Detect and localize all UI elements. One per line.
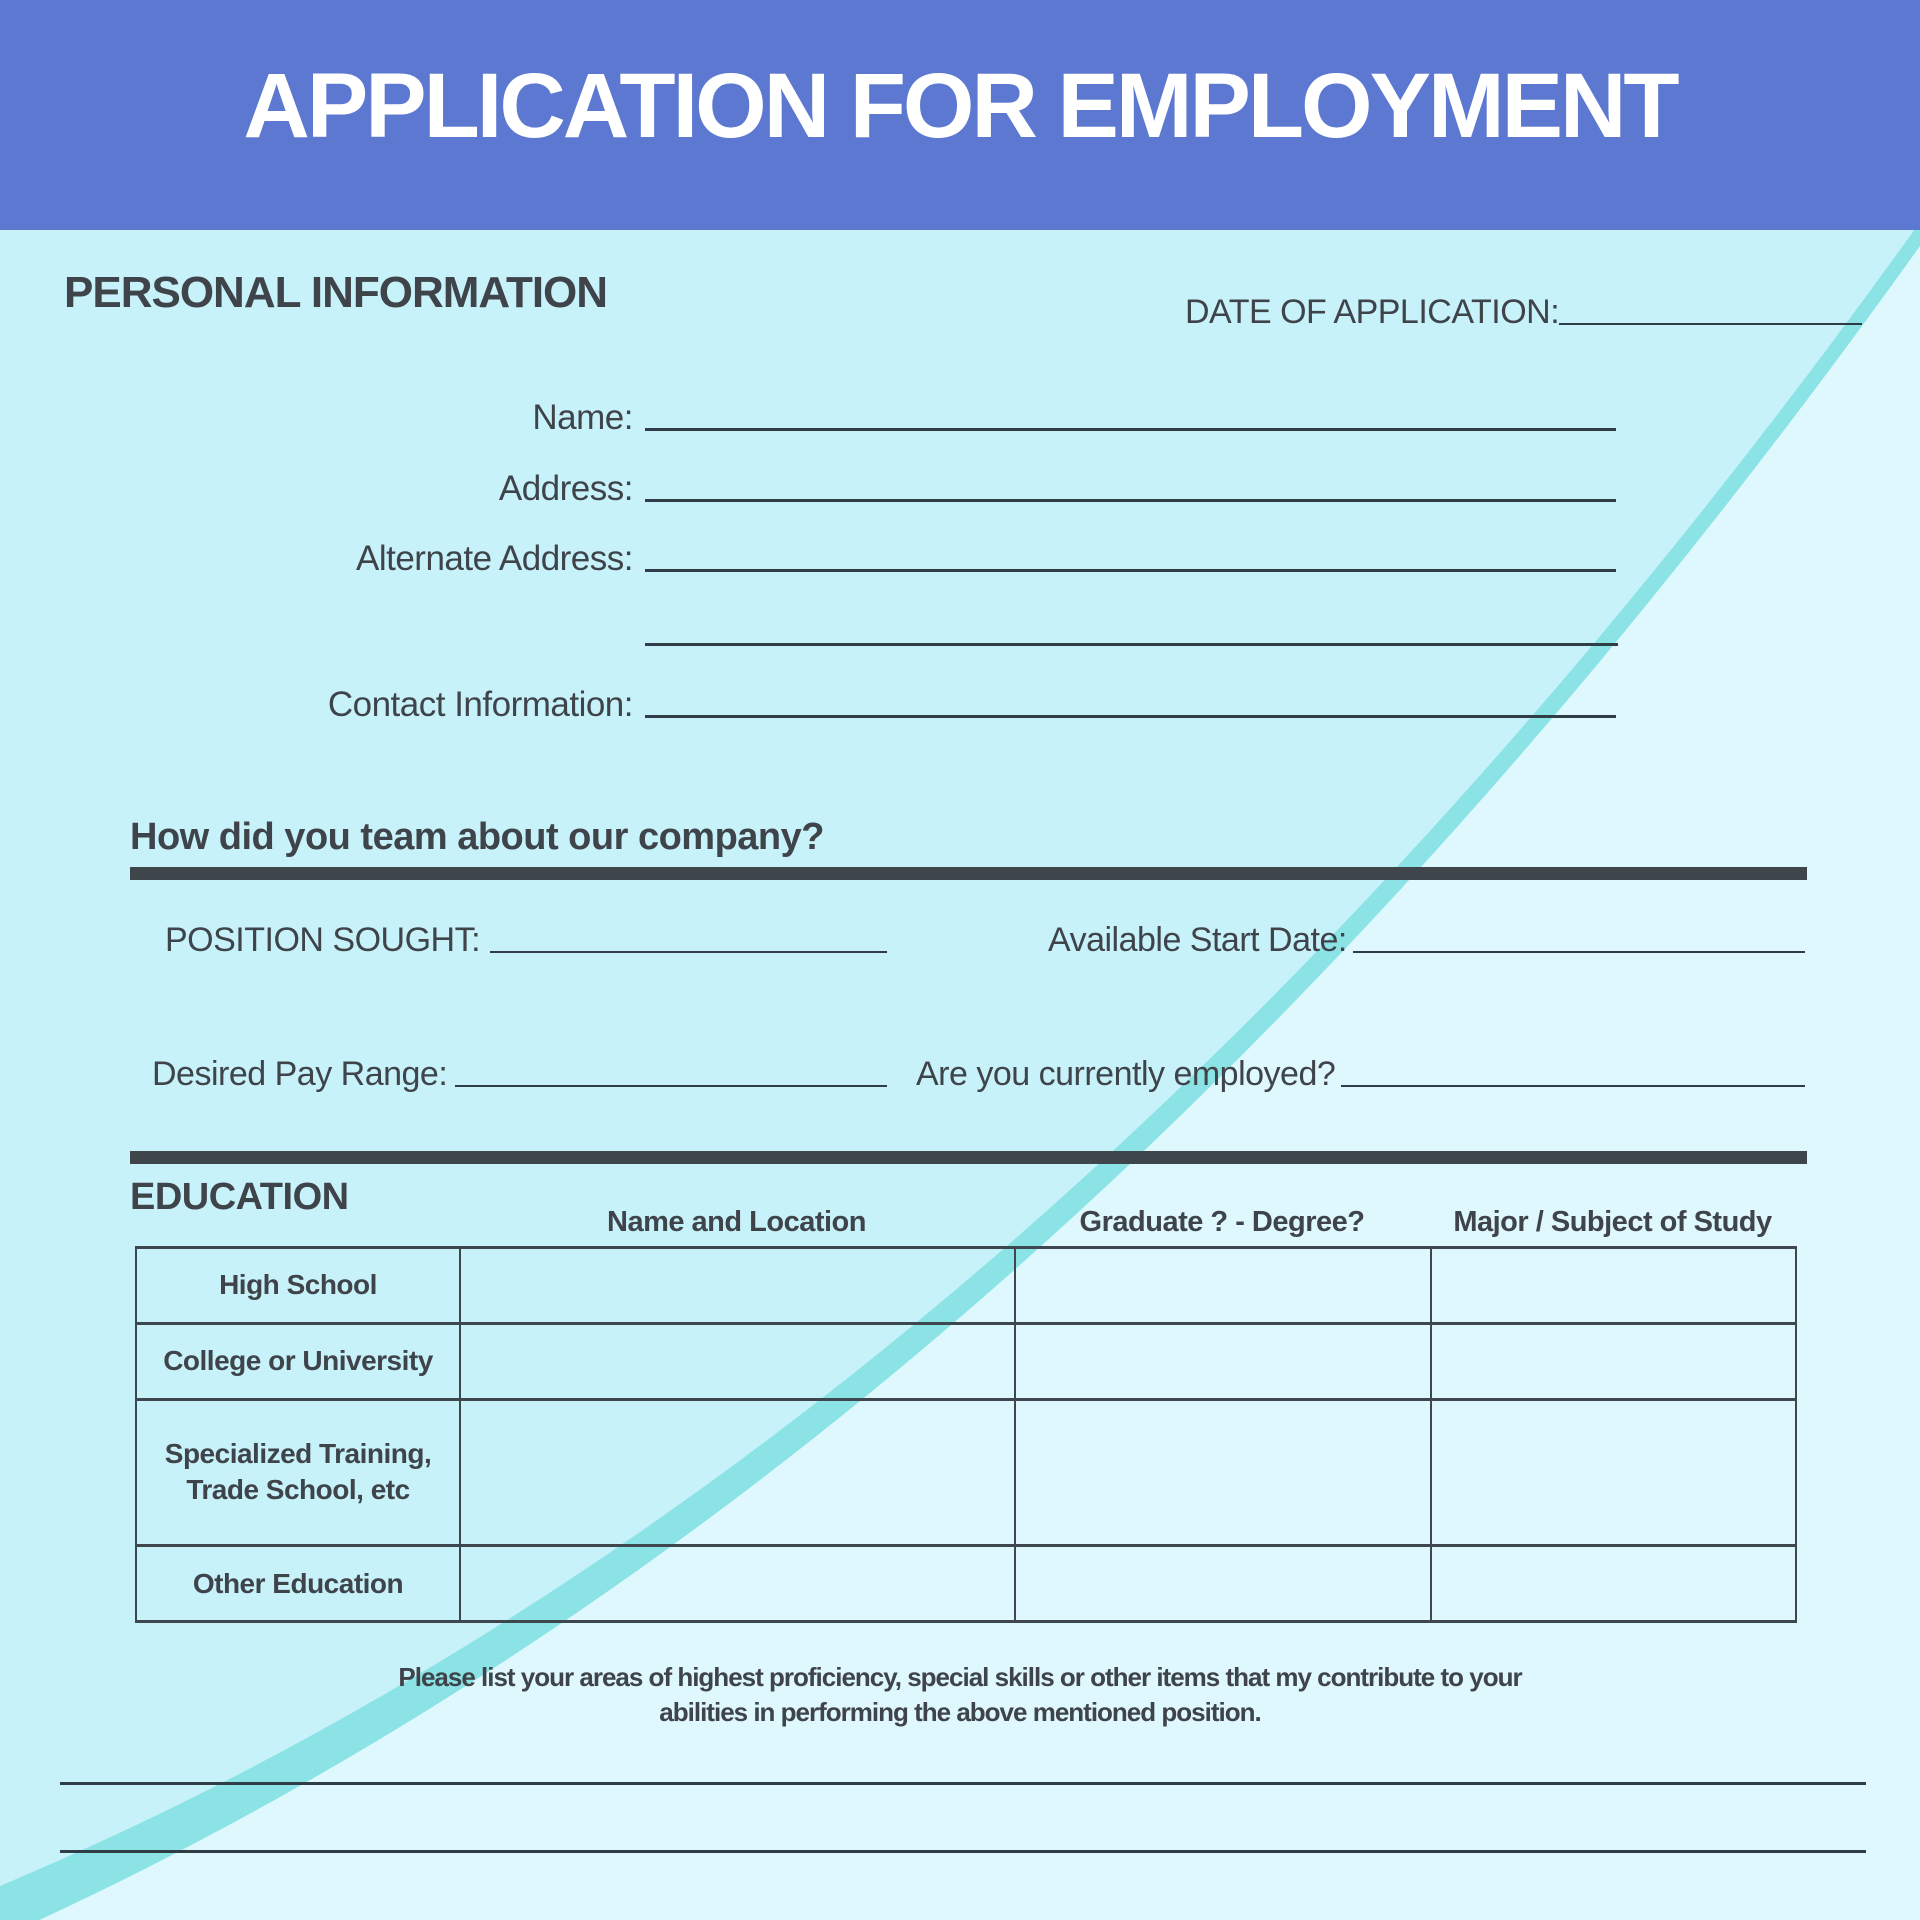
high-school-graduate-degree-cell[interactable]: [1015, 1248, 1431, 1324]
other-education-graduate-degree-cell[interactable]: [1015, 1546, 1431, 1622]
table-row: [136, 1399, 1796, 1545]
contact-information-input-line[interactable]: [645, 715, 1616, 718]
position-sought-label: POSITION SOUGHT:: [165, 921, 481, 959]
section-divider-bar-1: [130, 867, 1807, 880]
college-name-location-cell[interactable]: [460, 1323, 1015, 1399]
column-header-graduate-degree: Graduate ? - Degree?: [1079, 1206, 1365, 1238]
available-start-date-input-line[interactable]: [1353, 951, 1805, 953]
available-start-date-field: [1048, 916, 1805, 960]
currently-employed-field: [916, 1050, 1805, 1094]
position-sought-input-line[interactable]: [490, 951, 887, 953]
section-divider-bar-2: [130, 1151, 1807, 1164]
address-field: [250, 465, 1616, 509]
date-of-application-label: DATE OF APPLICATION:: [1185, 293, 1560, 331]
row-label-high-school: High School: [136, 1248, 460, 1324]
specialized-graduate-degree-cell[interactable]: [1015, 1399, 1431, 1545]
education-table: [135, 1246, 1797, 1623]
table-row: [136, 1323, 1796, 1399]
date-of-application-field: [1185, 288, 1862, 332]
other-education-name-location-cell[interactable]: [460, 1546, 1015, 1622]
skills-instruction-line-2: abilities in performing the above mentioned position.: [659, 1697, 1261, 1727]
alternate-address-continuation-line[interactable]: [645, 643, 1618, 646]
name-field: [250, 394, 1616, 438]
header-banner: [0, 0, 1920, 230]
table-row: [136, 1248, 1796, 1324]
column-header-major-subject: Major / Subject of Study: [1453, 1206, 1772, 1238]
personal-information-heading: PERSONAL INFORMATION: [64, 268, 608, 317]
skills-writing-line-2[interactable]: [60, 1850, 1866, 1853]
row-label-college-university: College or University: [136, 1323, 460, 1399]
position-sought-field: [165, 916, 887, 960]
address-label: Address:: [498, 469, 633, 508]
desired-pay-range-label: Desired Pay Range:: [152, 1055, 448, 1093]
page-title: APPLICATION FOR EMPLOYMENT: [243, 55, 1677, 157]
other-education-major-subject-cell[interactable]: [1431, 1546, 1796, 1622]
specialized-name-location-cell[interactable]: [460, 1399, 1015, 1545]
available-start-date-label: Available Start Date:: [1048, 921, 1347, 959]
desired-pay-range-input-line[interactable]: [455, 1085, 887, 1087]
column-header-name-location: Name and Location: [607, 1206, 866, 1238]
desired-pay-range-field: [152, 1050, 887, 1094]
table-row: [136, 1546, 1796, 1622]
college-graduate-degree-cell[interactable]: [1015, 1323, 1431, 1399]
specialized-major-subject-cell[interactable]: [1431, 1399, 1796, 1545]
alternate-address-field: [250, 535, 1616, 579]
skills-writing-line-1[interactable]: [60, 1782, 1866, 1785]
education-heading: EDUCATION: [130, 1176, 349, 1218]
alternate-address-label: Alternate Address:: [356, 539, 633, 578]
high-school-major-subject-cell[interactable]: [1431, 1248, 1796, 1324]
alternate-address-input-line[interactable]: [645, 569, 1616, 572]
date-of-application-input-line[interactable]: [1559, 323, 1862, 325]
currently-employed-label: Are you currently employed?: [916, 1055, 1336, 1093]
skills-instruction-line-1: Please list your areas of highest proficiency, special skills or other items that my contribute to your: [398, 1662, 1522, 1692]
name-input-line[interactable]: [645, 428, 1616, 431]
high-school-name-location-cell[interactable]: [460, 1248, 1015, 1324]
college-major-subject-cell[interactable]: [1431, 1323, 1796, 1399]
referral-question: How did you team about our company?: [130, 816, 824, 858]
row-label-other-education: Other Education: [136, 1546, 460, 1622]
address-input-line[interactable]: [645, 499, 1616, 502]
row-label-specialized-training: Specialized Training, Trade School, etc: [136, 1399, 460, 1545]
name-label: Name:: [532, 398, 633, 437]
contact-information-field: [250, 681, 1616, 725]
currently-employed-input-line[interactable]: [1341, 1085, 1805, 1087]
contact-information-label: Contact Information:: [327, 685, 633, 724]
